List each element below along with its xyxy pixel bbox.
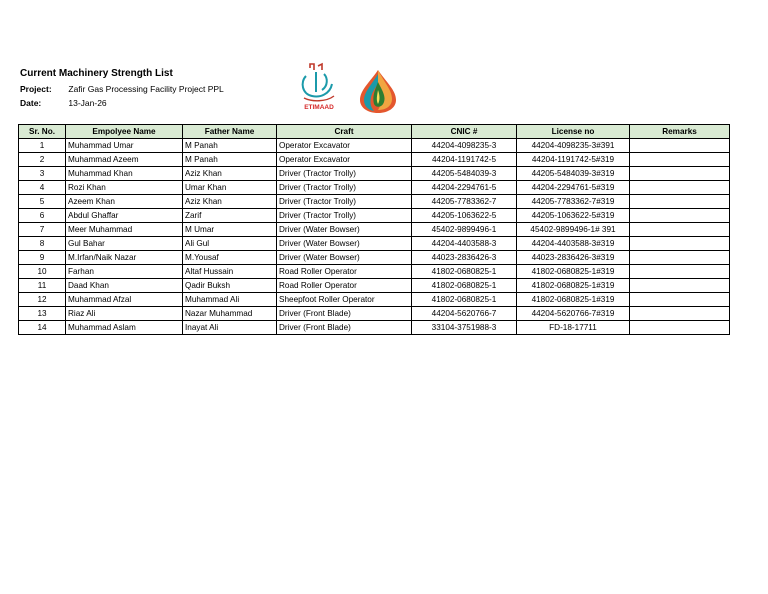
sr-no-cell: 8 [19,237,66,251]
craft-cell: Driver (Tractor Trolly) [277,195,412,209]
cnic-cell: 44205-5484039-3 [412,167,517,181]
cnic-cell: 41802-0680825-1 [412,279,517,293]
header-father-name: Father Name [183,125,277,139]
table-row [19,321,730,335]
license-no-cell: 44204-4098235-3#391 [517,139,630,153]
cnic-cell: 45402-9899496-1 [412,223,517,237]
sr-no-cell: 2 [19,153,66,167]
cnic-cell: 44204-4403588-3 [412,237,517,251]
cnic-cell: 41802-0680825-1 [412,265,517,279]
sr-no-cell: 4 [19,181,66,195]
father-name-cell: Umar Khan [183,181,277,195]
cnic-cell: 44204-5620766-7 [412,307,517,321]
cnic-cell: 44204-4098235-3 [412,139,517,153]
document-title: Current Machinery Strength List [20,68,173,79]
remarks-cell [630,181,730,195]
employee-name-cell: Muhammad Azeem [66,153,183,167]
table-row [19,181,730,195]
table-row [19,167,730,181]
employee-name-cell: Riaz Ali [66,307,183,321]
cnic-cell: 44204-1191742-5 [412,153,517,167]
craft-cell: Driver (Front Blade) [277,307,412,321]
etimaad-logo [296,62,342,112]
remarks-cell [630,265,730,279]
header-cnic: CNIC # [412,125,517,139]
craft-cell: Driver (Tractor Trolly) [277,167,412,181]
table-row [19,307,730,321]
project-value: Zafir Gas Processing Facility Project PPL [68,84,224,94]
cnic-cell: 41802-0680825-1 [412,293,517,307]
employee-name-cell: Abdul Ghaffar [66,209,183,223]
logo-text: ETIMAAD [304,104,334,111]
father-name-cell: Altaf Hussain [183,265,277,279]
employee-name-cell: Muhammad Khan [66,167,183,181]
sr-no-cell: 6 [19,209,66,223]
sr-no-cell: 13 [19,307,66,321]
father-name-cell: Inayat Ali [183,321,277,335]
license-no-cell: 44205-7783362-7#319 [517,195,630,209]
remarks-cell [630,223,730,237]
header-remarks: Remarks [630,125,730,139]
license-no-cell: 44204-5620766-7#319 [517,307,630,321]
table-row [19,293,730,307]
craft-cell: Driver (Tractor Trolly) [277,181,412,195]
date-value: 13-Jan-26 [68,98,107,108]
date-row [20,98,107,108]
license-no-cell: 45402-9899496-1# 391 [517,223,630,237]
father-name-cell: Nazar Muhammad [183,307,277,321]
license-no-cell: 41802-0680825-1#319 [517,279,630,293]
craft-cell: Driver (Tractor Trolly) [277,209,412,223]
sr-no-cell: 9 [19,251,66,265]
remarks-cell [630,321,730,335]
flame-drop-logo [356,68,400,114]
license-no-cell: 44204-4403588-3#319 [517,237,630,251]
father-name-cell: Qadir Buksh [183,279,277,293]
cnic-cell: 44205-7783362-7 [412,195,517,209]
craft-cell: Road Roller Operator [277,279,412,293]
craft-cell: Operator Excavator [277,153,412,167]
license-no-cell: 44205-5484039-3#319 [517,167,630,181]
employee-name-cell: Meer Muhammad [66,223,183,237]
date-label: Date: [20,98,42,108]
header-employee-name: Empolyee Name [66,125,183,139]
remarks-cell [630,237,730,251]
table-row [19,265,730,279]
remarks-cell [630,251,730,265]
remarks-cell [630,293,730,307]
table-header-row [19,125,730,139]
table-row [19,223,730,237]
project-label: Project: [20,84,52,94]
sr-no-cell: 10 [19,265,66,279]
craft-cell: Driver (Front Blade) [277,321,412,335]
license-no-cell: 44205-1063622-5#319 [517,209,630,223]
header-license-no: License no [517,125,630,139]
remarks-cell [630,167,730,181]
remarks-cell [630,153,730,167]
remarks-cell [630,139,730,153]
table-row [19,209,730,223]
father-name-cell: M.Yousaf [183,251,277,265]
table-row [19,251,730,265]
license-no-cell: FD-18-17711 [517,321,630,335]
father-name-cell: Zarif [183,209,277,223]
craft-cell: Sheepfoot Roller Operator [277,293,412,307]
father-name-cell: Muhammad Ali [183,293,277,307]
license-no-cell: 44023-2836426-3#319 [517,251,630,265]
employee-name-cell: Azeem Khan [66,195,183,209]
father-name-cell: Aziz Khan [183,167,277,181]
craft-cell: Driver (Water Bowser) [277,237,412,251]
sr-no-cell: 1 [19,139,66,153]
cnic-cell: 44023-2836426-3 [412,251,517,265]
license-no-cell: 41802-0680825-1#319 [517,293,630,307]
remarks-cell [630,209,730,223]
cnic-cell: 33104-3751988-3 [412,321,517,335]
craft-cell: Road Roller Operator [277,265,412,279]
cnic-cell: 44205-1063622-5 [412,209,517,223]
father-name-cell: M Panah [183,139,277,153]
remarks-cell [630,195,730,209]
employee-name-cell: Muhammad Afzal [66,293,183,307]
employee-name-cell: M.Irfan/Naik Nazar [66,251,183,265]
craft-cell: Driver (Water Bowser) [277,223,412,237]
license-no-cell: 44204-2294761-5#319 [517,181,630,195]
father-name-cell: M Umar [183,223,277,237]
sr-no-cell: 12 [19,293,66,307]
project-row [20,84,224,94]
sr-no-cell: 11 [19,279,66,293]
sr-no-cell: 14 [19,321,66,335]
header-craft: Craft [277,125,412,139]
father-name-cell: Aziz Khan [183,195,277,209]
table-row [19,279,730,293]
table-row [19,237,730,251]
remarks-cell [630,279,730,293]
sr-no-cell: 7 [19,223,66,237]
father-name-cell: M Panah [183,153,277,167]
table-row [19,153,730,167]
sr-no-cell: 3 [19,167,66,181]
license-no-cell: 44204-1191742-5#319 [517,153,630,167]
employee-name-cell: Gul Bahar [66,237,183,251]
table-row [19,195,730,209]
craft-cell: Driver (Water Bowser) [277,251,412,265]
craft-cell: Operator Excavator [277,139,412,153]
employee-name-cell: Daad Khan [66,279,183,293]
header-sr-no: Sr. No. [19,125,66,139]
machinery-table [18,124,730,335]
father-name-cell: Ali Gul [183,237,277,251]
employee-name-cell: Muhammad Umar [66,139,183,153]
cnic-cell: 44204-2294761-5 [412,181,517,195]
employee-name-cell: Rozi Khan [66,181,183,195]
sr-no-cell: 5 [19,195,66,209]
table-row [19,139,730,153]
license-no-cell: 41802-0680825-1#319 [517,265,630,279]
remarks-cell [630,307,730,321]
employee-name-cell: Farhan [66,265,183,279]
employee-name-cell: Muhammad Aslam [66,321,183,335]
